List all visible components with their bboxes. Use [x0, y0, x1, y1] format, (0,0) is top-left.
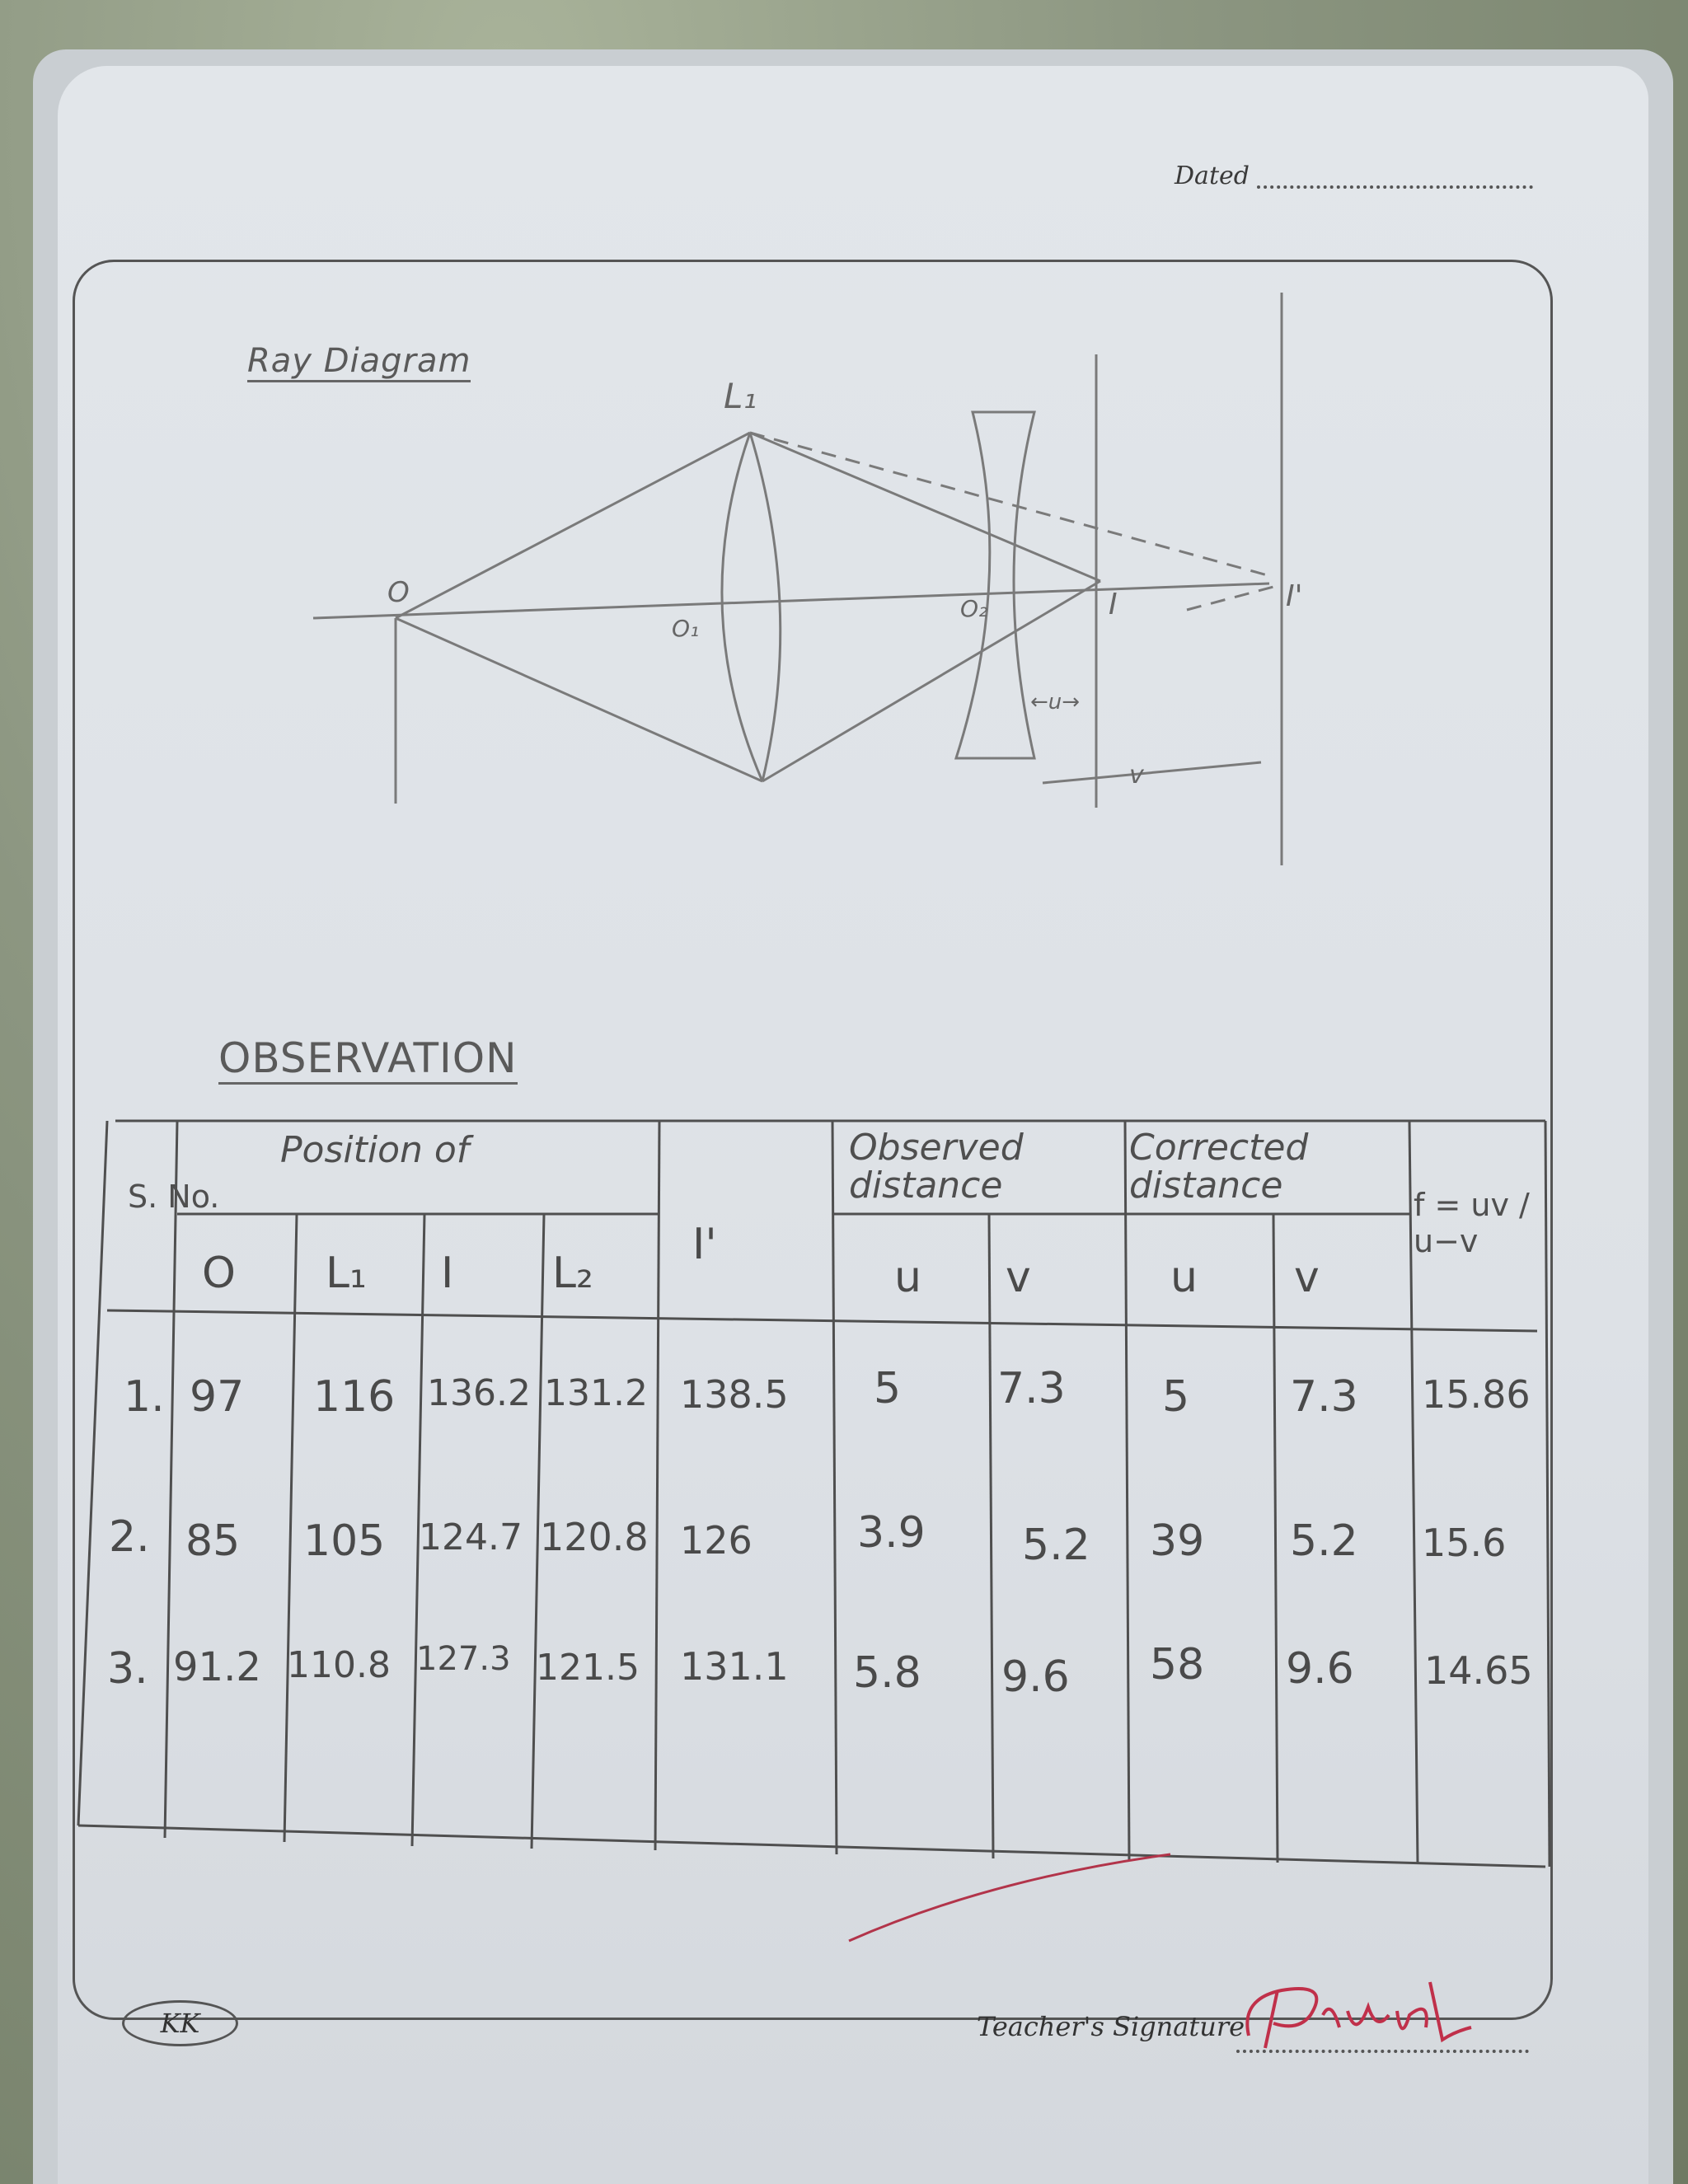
header-obs-u: u: [894, 1253, 921, 1302]
label-v-marker: v: [1129, 761, 1144, 790]
header-obs-v: v: [1006, 1253, 1031, 1302]
red-stroke: [849, 1854, 1170, 1941]
header-i: I: [441, 1249, 454, 1298]
row3-sno: 3.: [107, 1644, 148, 1694]
row3-o: 91.2: [173, 1644, 261, 1690]
row1-l1: 116: [313, 1372, 396, 1422]
teacher-signature: [1232, 1966, 1479, 2056]
row2-i-prime: 126: [680, 1518, 753, 1563]
row1-obs-u: 5: [874, 1364, 902, 1413]
label-i-prime: I': [1286, 579, 1303, 613]
ray-diagram-title: Ray Diagram: [247, 342, 471, 382]
row1-i: 136.2: [427, 1372, 531, 1414]
header-position-of: Position of: [280, 1129, 470, 1171]
row2-sno: 2.: [109, 1512, 150, 1562]
row2-obs-v: 5.2: [1022, 1521, 1090, 1570]
row2-l1: 105: [303, 1516, 386, 1566]
header-corrected-distance: Corrected distance: [1129, 1127, 1309, 1207]
label-l1: L₁: [724, 376, 757, 416]
row3-obs-u: 5.8: [853, 1648, 921, 1698]
observation-title: OBSERVATION: [218, 1034, 518, 1085]
header-cor-u: u: [1170, 1253, 1198, 1302]
header-sno: S. No.: [128, 1179, 220, 1215]
row3-i: 127.3: [416, 1640, 511, 1678]
row1-l2: 131.2: [544, 1372, 648, 1414]
header-i-prime: I': [692, 1220, 717, 1269]
label-i: I: [1109, 588, 1118, 621]
row3-l1: 110.8: [287, 1644, 391, 1686]
header-l2: L₂: [552, 1249, 593, 1298]
row1-f: 15.86: [1422, 1372, 1531, 1417]
row2-cor-u: 39: [1150, 1516, 1205, 1566]
label-o1: O₁: [672, 615, 700, 642]
row3-l2: 121.5: [536, 1647, 640, 1689]
kk-badge: KK: [122, 2000, 238, 2046]
row3-i-prime: 131.1: [680, 1644, 789, 1689]
header-formula: f = uv / u−v: [1414, 1187, 1530, 1259]
label-o2: O₂: [960, 595, 988, 622]
row3-cor-v: 9.6: [1286, 1644, 1354, 1694]
row1-cor-v: 7.3: [1290, 1372, 1358, 1422]
header-o: O: [202, 1249, 236, 1298]
header-cor-v: v: [1294, 1253, 1320, 1302]
row2-obs-u: 3.9: [857, 1508, 926, 1558]
row2-i: 124.7: [419, 1516, 523, 1558]
row3-obs-v: 9.6: [1001, 1652, 1070, 1702]
row3-cor-u: 58: [1150, 1640, 1205, 1690]
dated-label: Dated: [1175, 162, 1250, 190]
row1-cor-u: 5: [1162, 1372, 1190, 1422]
signature-label: Teacher's Signature: [977, 2011, 1245, 2042]
row1-i-prime: 138.5: [680, 1372, 789, 1417]
label-u-marker: ←u→: [1030, 690, 1081, 715]
row3-f: 14.65: [1424, 1648, 1533, 1693]
row2-cor-v: 5.2: [1290, 1516, 1358, 1566]
row2-l2: 120.8: [540, 1515, 649, 1559]
row1-obs-v: 7.3: [997, 1364, 1066, 1413]
row2-o: 85: [185, 1516, 241, 1566]
row1-sno: 1.: [124, 1372, 165, 1422]
header-l1: L₁: [326, 1249, 367, 1298]
header-observed-distance: Observed distance: [849, 1127, 1024, 1207]
label-o: O: [387, 576, 410, 609]
row1-o: 97: [190, 1372, 245, 1422]
row2-f: 15.6: [1422, 1521, 1507, 1565]
